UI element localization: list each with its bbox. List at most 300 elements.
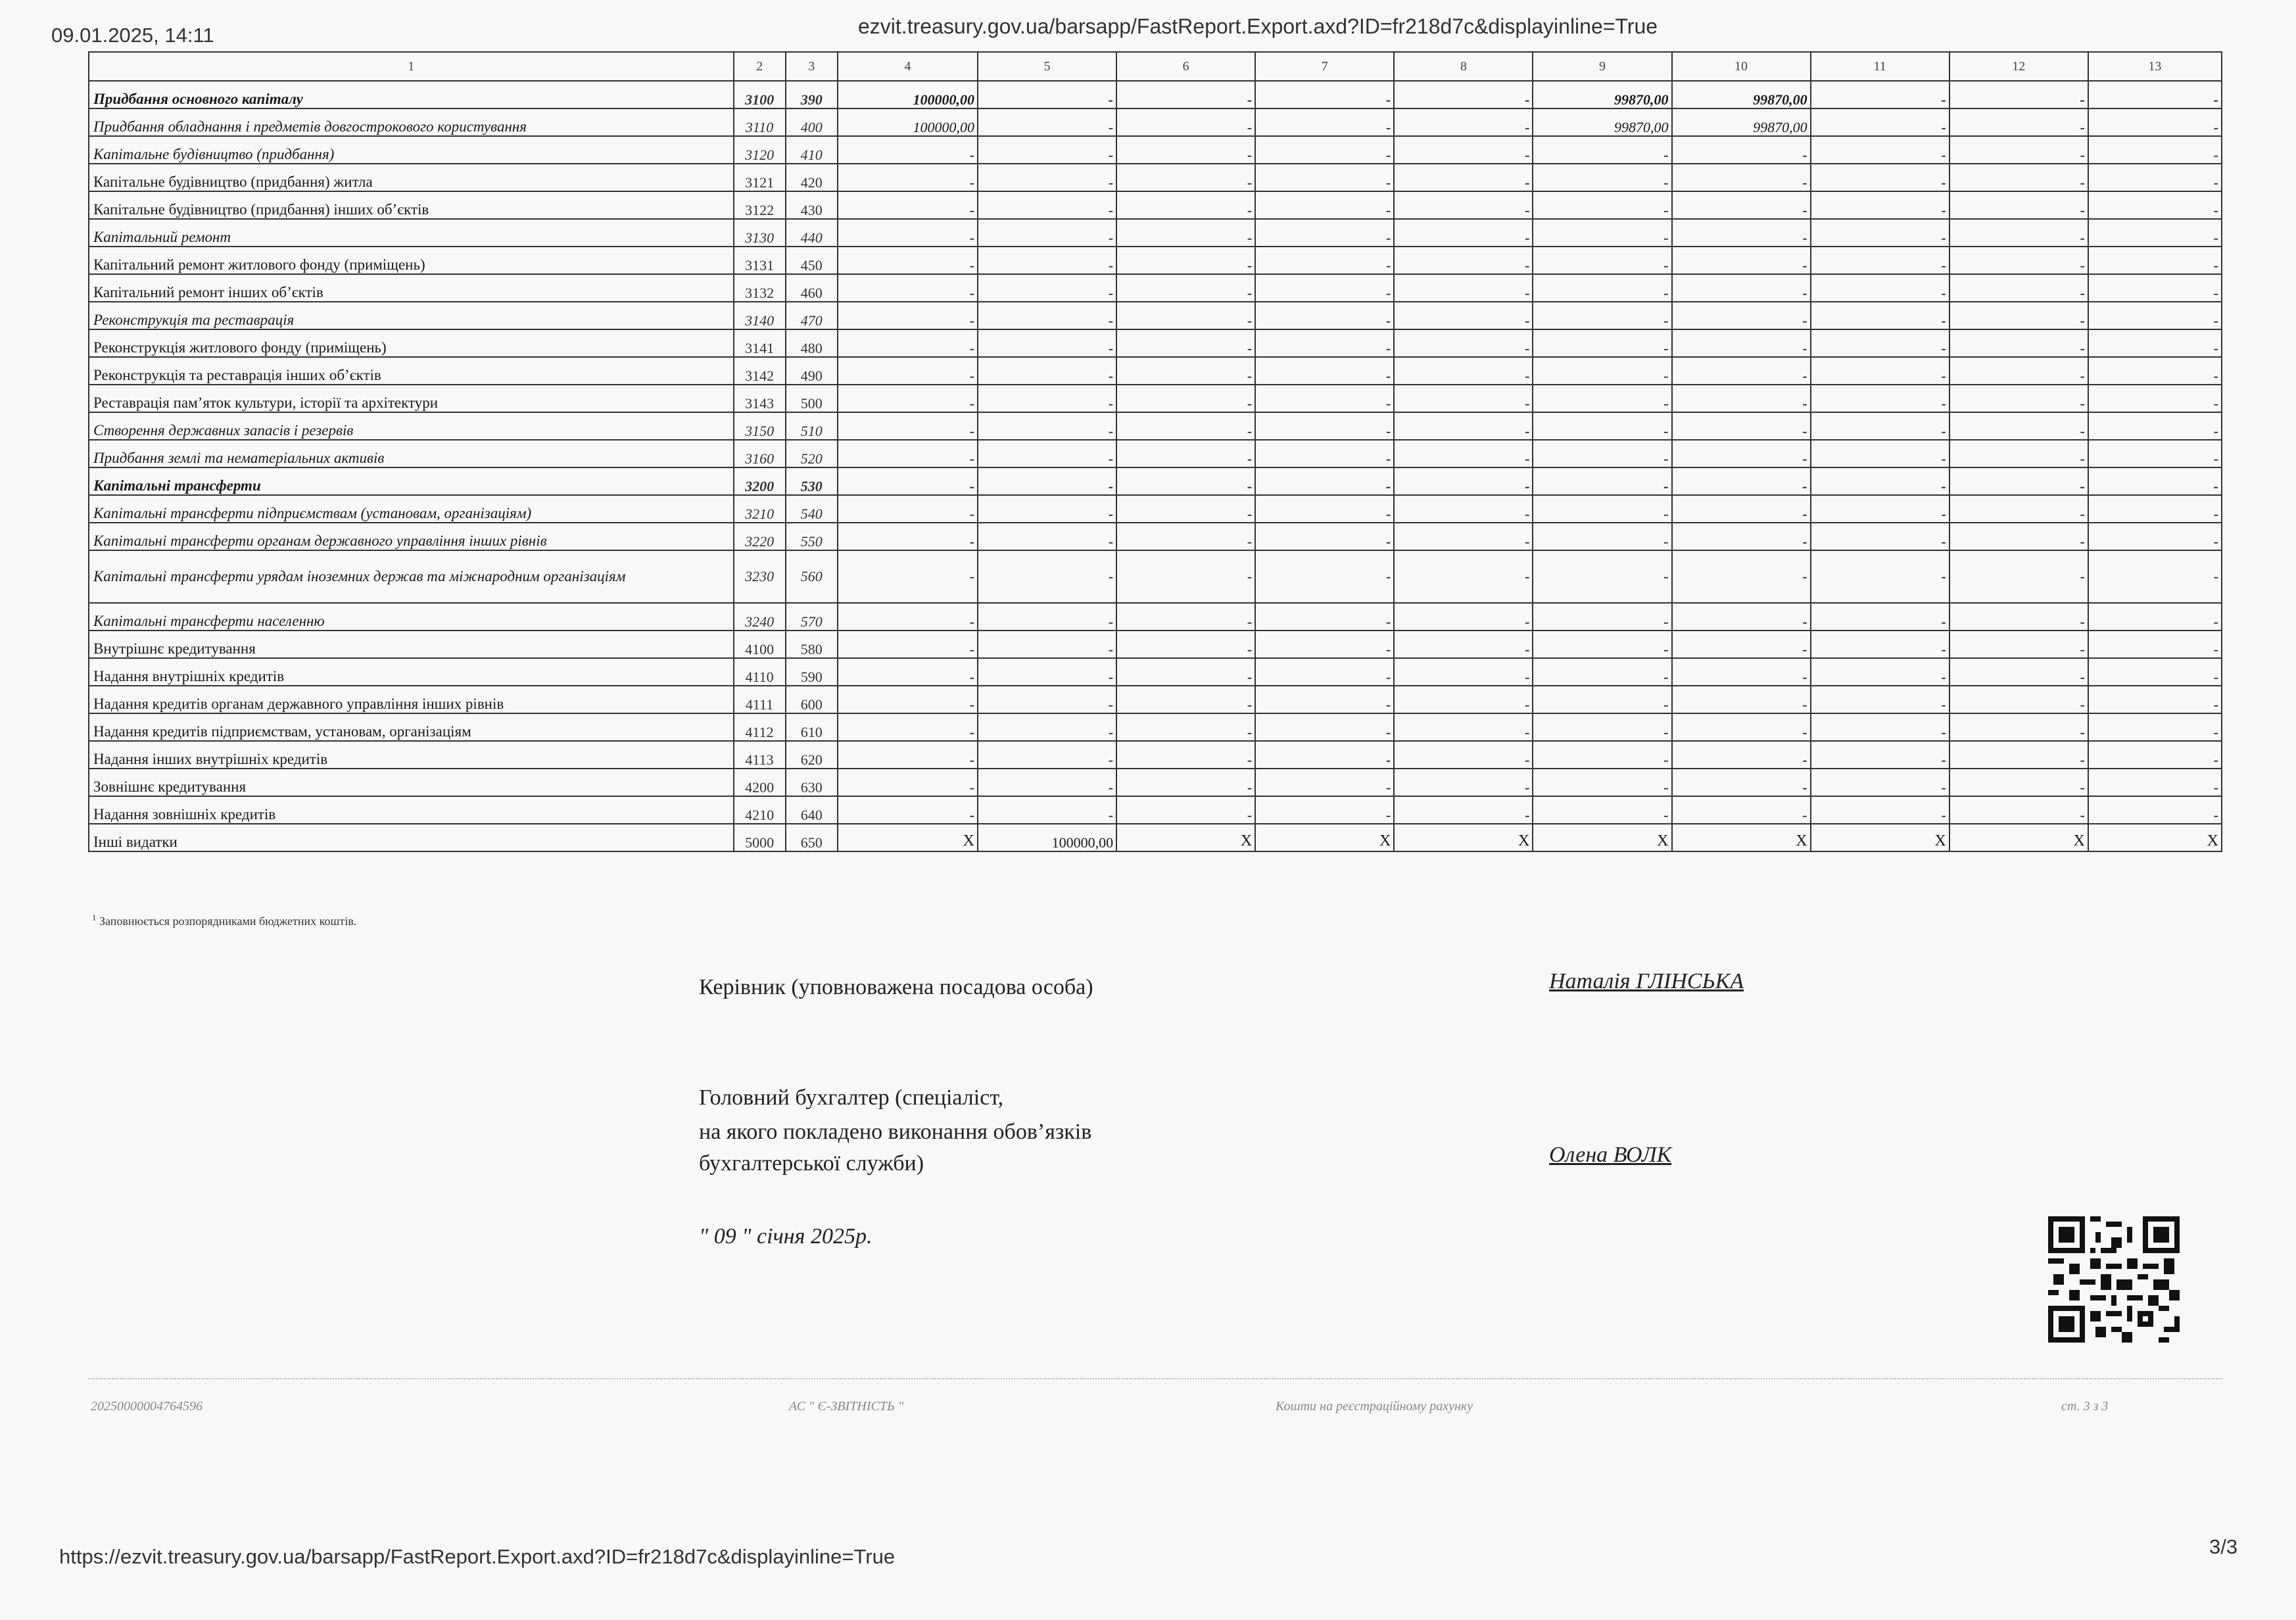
row-name: Капітальні трансферти населенню: [89, 603, 734, 631]
value-cell: -: [1533, 550, 1671, 603]
value-cell: -: [1116, 796, 1255, 824]
value-cell: -: [1811, 302, 1949, 329]
value-cell: -: [1394, 81, 1533, 108]
value-cell: -: [1811, 274, 1949, 302]
head-label: Керівник (уповноважена посадова особа): [699, 975, 1093, 999]
value-cell: -: [2088, 385, 2222, 412]
table-row: [89, 136, 2222, 164]
value-cell: -: [1811, 686, 1949, 713]
value-cell: -: [1116, 686, 1255, 713]
value-cell: -: [1394, 686, 1533, 713]
value-cell: -: [1394, 219, 1533, 247]
value-cell: -: [1949, 467, 2088, 495]
value-cell: -: [1255, 769, 1394, 796]
row-name: Надання кредитів підприємствам, установам, організаціям: [89, 713, 734, 741]
value-cell: -: [978, 550, 1116, 603]
row-name: Надання інших внутрішніх кредитів: [89, 741, 734, 769]
table-row: [89, 81, 2222, 108]
value-cell: -: [1811, 440, 1949, 467]
value-cell: -: [1394, 274, 1533, 302]
kekv-code: 3121: [734, 164, 786, 191]
line-code: 630: [786, 769, 838, 796]
value-cell: -: [1811, 467, 1949, 495]
value-cell: -: [2088, 440, 2222, 467]
value-cell: -: [1533, 329, 1671, 357]
value-cell: -: [2088, 357, 2222, 385]
value-cell: -: [978, 136, 1116, 164]
value-cell: -: [978, 523, 1116, 550]
value-cell: -: [838, 219, 978, 247]
kekv-code: 3200: [734, 467, 786, 495]
value-cell: -: [2088, 550, 2222, 603]
value-cell: X: [2088, 824, 2222, 851]
table-row: [89, 741, 2222, 769]
value-cell: -: [1672, 440, 1811, 467]
value-cell: -: [1672, 385, 1811, 412]
footer-divider: [88, 1378, 2222, 1379]
row-name: Створення державних запасів і резервів: [89, 412, 734, 440]
table-row: [89, 440, 2222, 467]
footnote: [92, 913, 356, 928]
value-cell: -: [1811, 385, 1949, 412]
value-cell: -: [1116, 741, 1255, 769]
column-number: 8: [1394, 52, 1533, 81]
value-cell: -: [1949, 550, 2088, 603]
value-cell: -: [1811, 191, 1949, 219]
line-code: 600: [786, 686, 838, 713]
value-cell: -: [1255, 741, 1394, 769]
line-code: 650: [786, 824, 838, 851]
value-cell: -: [2088, 219, 2222, 247]
value-cell: -: [1949, 357, 2088, 385]
column-number: 3: [786, 52, 838, 81]
value-cell: -: [2088, 274, 2222, 302]
row-name: Придбання обладнання і предметів довгострокового користування: [89, 108, 734, 136]
value-cell: -: [1255, 550, 1394, 603]
value-cell: -: [1949, 495, 2088, 523]
value-cell: -: [1255, 658, 1394, 686]
kekv-code: 3160: [734, 440, 786, 467]
value-cell: -: [1533, 796, 1671, 824]
value-cell: -: [978, 191, 1116, 219]
value-cell: -: [1255, 440, 1394, 467]
value-cell: X: [838, 824, 978, 851]
value-cell: -: [838, 796, 978, 824]
row-name: Реконструкція житлового фонду (приміщень): [89, 329, 734, 357]
value-cell: 100000,00: [838, 81, 978, 108]
table-row: [89, 302, 2222, 329]
value-cell: -: [1533, 385, 1671, 412]
value-cell: -: [1394, 713, 1533, 741]
value-cell: -: [1949, 523, 2088, 550]
value-cell: -: [1255, 713, 1394, 741]
value-cell: -: [1394, 603, 1533, 631]
value-cell: -: [1949, 274, 2088, 302]
value-cell: -: [1116, 302, 1255, 329]
row-name: Капітальні трансферти підприємствам (установам, організаціям): [89, 495, 734, 523]
value-cell: -: [1533, 631, 1671, 658]
value-cell: -: [838, 550, 978, 603]
value-cell: -: [1811, 81, 1949, 108]
value-cell: -: [2088, 191, 2222, 219]
table-row: [89, 219, 2222, 247]
value-cell: -: [1949, 219, 2088, 247]
line-code: 420: [786, 164, 838, 191]
value-cell: -: [1949, 769, 2088, 796]
accountant-label-line3: бухгалтерської служби): [699, 1151, 924, 1176]
value-cell: -: [1116, 603, 1255, 631]
value-cell: -: [1255, 603, 1394, 631]
value-cell: -: [1811, 136, 1949, 164]
value-cell: X: [1255, 824, 1394, 851]
line-code: 510: [786, 412, 838, 440]
value-cell: 99870,00: [1672, 108, 1811, 136]
table-row: [89, 467, 2222, 495]
value-cell: -: [2088, 603, 2222, 631]
value-cell: -: [1394, 357, 1533, 385]
line-code: 390: [786, 81, 838, 108]
column-number: 5: [978, 52, 1116, 81]
account-type: Кошти на реєстраційному рахунку: [1276, 1399, 1473, 1414]
table-row: [89, 796, 2222, 824]
value-cell: -: [1949, 108, 2088, 136]
value-cell: -: [838, 191, 978, 219]
value-cell: -: [838, 686, 978, 713]
kekv-code: 4100: [734, 631, 786, 658]
value-cell: -: [1394, 550, 1533, 603]
value-cell: -: [978, 796, 1116, 824]
doc-id: 20250000004764596: [91, 1399, 203, 1414]
value-cell: -: [978, 357, 1116, 385]
value-cell: -: [838, 247, 978, 274]
value-cell: -: [1394, 164, 1533, 191]
kekv-code: 4113: [734, 741, 786, 769]
row-name: Зовнішнє кредитування: [89, 769, 734, 796]
value-cell: -: [838, 412, 978, 440]
expenditure-table: [88, 51, 2222, 852]
value-cell: X: [1672, 824, 1811, 851]
table-row: [89, 550, 2222, 603]
line-code: 490: [786, 357, 838, 385]
value-cell: -: [1255, 274, 1394, 302]
value-cell: -: [2088, 247, 2222, 274]
line-code: 620: [786, 741, 838, 769]
table-row: [89, 164, 2222, 191]
value-cell: -: [1811, 329, 1949, 357]
kekv-code: 4200: [734, 769, 786, 796]
value-cell: -: [1672, 550, 1811, 603]
value-cell: -: [1394, 440, 1533, 467]
value-cell: -: [1672, 467, 1811, 495]
value-cell: -: [1394, 108, 1533, 136]
value-cell: -: [1255, 136, 1394, 164]
kekv-code: 4111: [734, 686, 786, 713]
value-cell: -: [1672, 136, 1811, 164]
value-cell: -: [1394, 523, 1533, 550]
value-cell: 100000,00: [978, 824, 1116, 851]
value-cell: -: [1255, 412, 1394, 440]
value-cell: -: [838, 136, 978, 164]
value-cell: -: [1394, 136, 1533, 164]
line-code: 520: [786, 440, 838, 467]
print-footer-url: https://ezvit.treasury.gov.ua/barsapp/FastReport.Export.axd?ID=fr218d7c&displayinline=True: [59, 1545, 896, 1568]
row-name: Капітальні трансферти органам державного управління інших рівнів: [89, 523, 734, 550]
kekv-code: 3140: [734, 302, 786, 329]
value-cell: -: [838, 440, 978, 467]
row-name: Придбання землі та нематеріальних активів: [89, 440, 734, 467]
table-row: [89, 191, 2222, 219]
row-name: Внутрішнє кредитування: [89, 631, 734, 658]
value-cell: -: [1116, 191, 1255, 219]
value-cell: -: [1255, 219, 1394, 247]
value-cell: -: [1533, 164, 1671, 191]
value-cell: -: [1116, 81, 1255, 108]
line-code: 580: [786, 631, 838, 658]
line-code: 460: [786, 274, 838, 302]
value-cell: -: [1811, 523, 1949, 550]
value-cell: -: [2088, 302, 2222, 329]
table-row: [89, 686, 2222, 713]
row-name: Реставрація пам’яток культури, історії та архітектури: [89, 385, 734, 412]
table-row: [89, 412, 2222, 440]
value-cell: -: [838, 741, 978, 769]
value-cell: -: [838, 274, 978, 302]
table-row: [89, 824, 2222, 851]
value-cell: -: [2088, 467, 2222, 495]
value-cell: -: [978, 247, 1116, 274]
value-cell: -: [978, 302, 1116, 329]
footnote-text: Заповнюється розпорядниками бюджетних коштів.: [99, 915, 357, 928]
table-row: [89, 631, 2222, 658]
value-cell: -: [1672, 302, 1811, 329]
value-cell: -: [978, 440, 1116, 467]
value-cell: -: [1255, 164, 1394, 191]
value-cell: -: [978, 164, 1116, 191]
row-name: Надання кредитів органам державного управління інших рівнів: [89, 686, 734, 713]
footnote-mark: 1: [92, 913, 97, 922]
column-number: 2: [734, 52, 786, 81]
value-cell: -: [2088, 329, 2222, 357]
kekv-code: 3220: [734, 523, 786, 550]
column-number: 7: [1255, 52, 1394, 81]
value-cell: -: [1394, 741, 1533, 769]
value-cell: -: [1394, 631, 1533, 658]
value-cell: -: [1811, 550, 1949, 603]
value-cell: -: [1116, 274, 1255, 302]
table-row: [89, 603, 2222, 631]
value-cell: -: [838, 603, 978, 631]
kekv-code: 3143: [734, 385, 786, 412]
value-cell: -: [2088, 686, 2222, 713]
value-cell: -: [1116, 769, 1255, 796]
column-number: 6: [1116, 52, 1255, 81]
value-cell: -: [1533, 274, 1671, 302]
value-cell: -: [978, 219, 1116, 247]
value-cell: 99870,00: [1533, 108, 1671, 136]
value-cell: -: [1116, 329, 1255, 357]
line-code: 480: [786, 329, 838, 357]
table-row: [89, 329, 2222, 357]
table-row: [89, 247, 2222, 274]
table-row: [89, 713, 2222, 741]
value-cell: -: [1672, 274, 1811, 302]
row-name: Інші видатки: [89, 824, 734, 851]
line-code: 570: [786, 603, 838, 631]
value-cell: -: [1116, 467, 1255, 495]
row-name: Капітальні трансферти урядам іноземних держав та міжнародним організаціям: [89, 550, 734, 603]
value-cell: -: [1672, 741, 1811, 769]
value-cell: -: [1672, 603, 1811, 631]
system-name: АС " Є-ЗВІТНІСТЬ ": [789, 1399, 904, 1414]
value-cell: -: [1672, 329, 1811, 357]
value-cell: -: [1672, 686, 1811, 713]
kekv-code: 5000: [734, 824, 786, 851]
value-cell: -: [1949, 741, 2088, 769]
kekv-code: 3131: [734, 247, 786, 274]
value-cell: -: [1949, 412, 2088, 440]
value-cell: -: [1533, 440, 1671, 467]
row-name: Капітальний ремонт інших об’єктів: [89, 274, 734, 302]
kekv-code: 3120: [734, 136, 786, 164]
value-cell: -: [838, 164, 978, 191]
value-cell: -: [1116, 136, 1255, 164]
value-cell: -: [1533, 191, 1671, 219]
value-cell: -: [1672, 713, 1811, 741]
value-cell: -: [1533, 302, 1671, 329]
value-cell: -: [1949, 191, 2088, 219]
value-cell: -: [1672, 631, 1811, 658]
value-cell: -: [1255, 796, 1394, 824]
value-cell: -: [1949, 658, 2088, 686]
value-cell: -: [1116, 247, 1255, 274]
value-cell: -: [1255, 247, 1394, 274]
value-cell: -: [2088, 769, 2222, 796]
value-cell: X: [1533, 824, 1671, 851]
value-cell: -: [1949, 164, 2088, 191]
value-cell: -: [1672, 658, 1811, 686]
value-cell: -: [1394, 302, 1533, 329]
line-code: 530: [786, 467, 838, 495]
value-cell: -: [978, 495, 1116, 523]
value-cell: -: [1394, 247, 1533, 274]
value-cell: -: [1533, 686, 1671, 713]
table-row: [89, 385, 2222, 412]
value-cell: -: [838, 658, 978, 686]
value-cell: -: [838, 385, 978, 412]
value-cell: -: [1949, 247, 2088, 274]
value-cell: -: [1255, 686, 1394, 713]
value-cell: -: [1116, 412, 1255, 440]
row-name: Придбання основного капіталу: [89, 81, 734, 108]
value-cell: -: [1533, 412, 1671, 440]
value-cell: -: [1949, 81, 2088, 108]
column-number: 13: [2088, 52, 2222, 81]
value-cell: -: [1255, 191, 1394, 219]
value-cell: -: [978, 658, 1116, 686]
value-cell: X: [1811, 824, 1949, 851]
value-cell: -: [838, 495, 978, 523]
line-code: 450: [786, 247, 838, 274]
value-cell: -: [1672, 796, 1811, 824]
table-row: [89, 523, 2222, 550]
value-cell: -: [1255, 523, 1394, 550]
value-cell: -: [978, 274, 1116, 302]
value-cell: -: [1811, 713, 1949, 741]
line-code: 550: [786, 523, 838, 550]
line-code: 590: [786, 658, 838, 686]
sheet-number: ст. 3 з 3: [2061, 1399, 2109, 1414]
value-cell: -: [838, 329, 978, 357]
value-cell: -: [1949, 603, 2088, 631]
head-name: Наталія ГЛІНСЬКА: [1549, 969, 1744, 993]
value-cell: -: [978, 81, 1116, 108]
value-cell: -: [1949, 440, 2088, 467]
kekv-code: 3141: [734, 329, 786, 357]
value-cell: -: [2088, 658, 2222, 686]
value-cell: 100000,00: [838, 108, 978, 136]
value-cell: -: [1949, 385, 2088, 412]
row-name: Капітальний ремонт житлового фонду (приміщень): [89, 247, 734, 274]
value-cell: -: [1949, 136, 2088, 164]
value-cell: -: [2088, 164, 2222, 191]
value-cell: -: [2088, 81, 2222, 108]
value-cell: -: [1394, 412, 1533, 440]
kekv-code: 4210: [734, 796, 786, 824]
value-cell: -: [1949, 686, 2088, 713]
table-row: [89, 658, 2222, 686]
value-cell: -: [1533, 769, 1671, 796]
column-number: 9: [1533, 52, 1671, 81]
value-cell: -: [1533, 658, 1671, 686]
column-number: 12: [1949, 52, 2088, 81]
line-code: 400: [786, 108, 838, 136]
value-cell: -: [1811, 769, 1949, 796]
value-cell: -: [1811, 412, 1949, 440]
value-cell: -: [1811, 164, 1949, 191]
value-cell: -: [1394, 385, 1533, 412]
column-number-row: [89, 52, 2222, 81]
value-cell: -: [2088, 136, 2222, 164]
table-row: [89, 495, 2222, 523]
accountant-label-line2: на якого покладено виконання обов’язків: [699, 1120, 1092, 1144]
value-cell: -: [838, 302, 978, 329]
kekv-code: 4110: [734, 658, 786, 686]
value-cell: -: [1811, 495, 1949, 523]
value-cell: -: [978, 385, 1116, 412]
value-cell: -: [1533, 357, 1671, 385]
accountant-label-line1: Головний бухгалтер (спеціаліст,: [699, 1085, 1004, 1110]
value-cell: -: [1116, 713, 1255, 741]
value-cell: -: [1811, 108, 1949, 136]
value-cell: 99870,00: [1672, 81, 1811, 108]
value-cell: -: [1533, 713, 1671, 741]
signature-date: " 09 " січня 2025р.: [699, 1224, 873, 1249]
kekv-code: 3130: [734, 219, 786, 247]
row-name: Капітальне будівництво (придбання): [89, 136, 734, 164]
value-cell: -: [1116, 108, 1255, 136]
value-cell: -: [1811, 247, 1949, 274]
value-cell: -: [1949, 713, 2088, 741]
value-cell: -: [1672, 219, 1811, 247]
value-cell: -: [2088, 741, 2222, 769]
value-cell: -: [1811, 631, 1949, 658]
value-cell: -: [1811, 603, 1949, 631]
value-cell: -: [1672, 412, 1811, 440]
kekv-code: 3150: [734, 412, 786, 440]
row-name: Надання внутрішніх кредитів: [89, 658, 734, 686]
row-name: Капітальне будівництво (придбання) інших об’єктів: [89, 191, 734, 219]
value-cell: -: [1672, 769, 1811, 796]
